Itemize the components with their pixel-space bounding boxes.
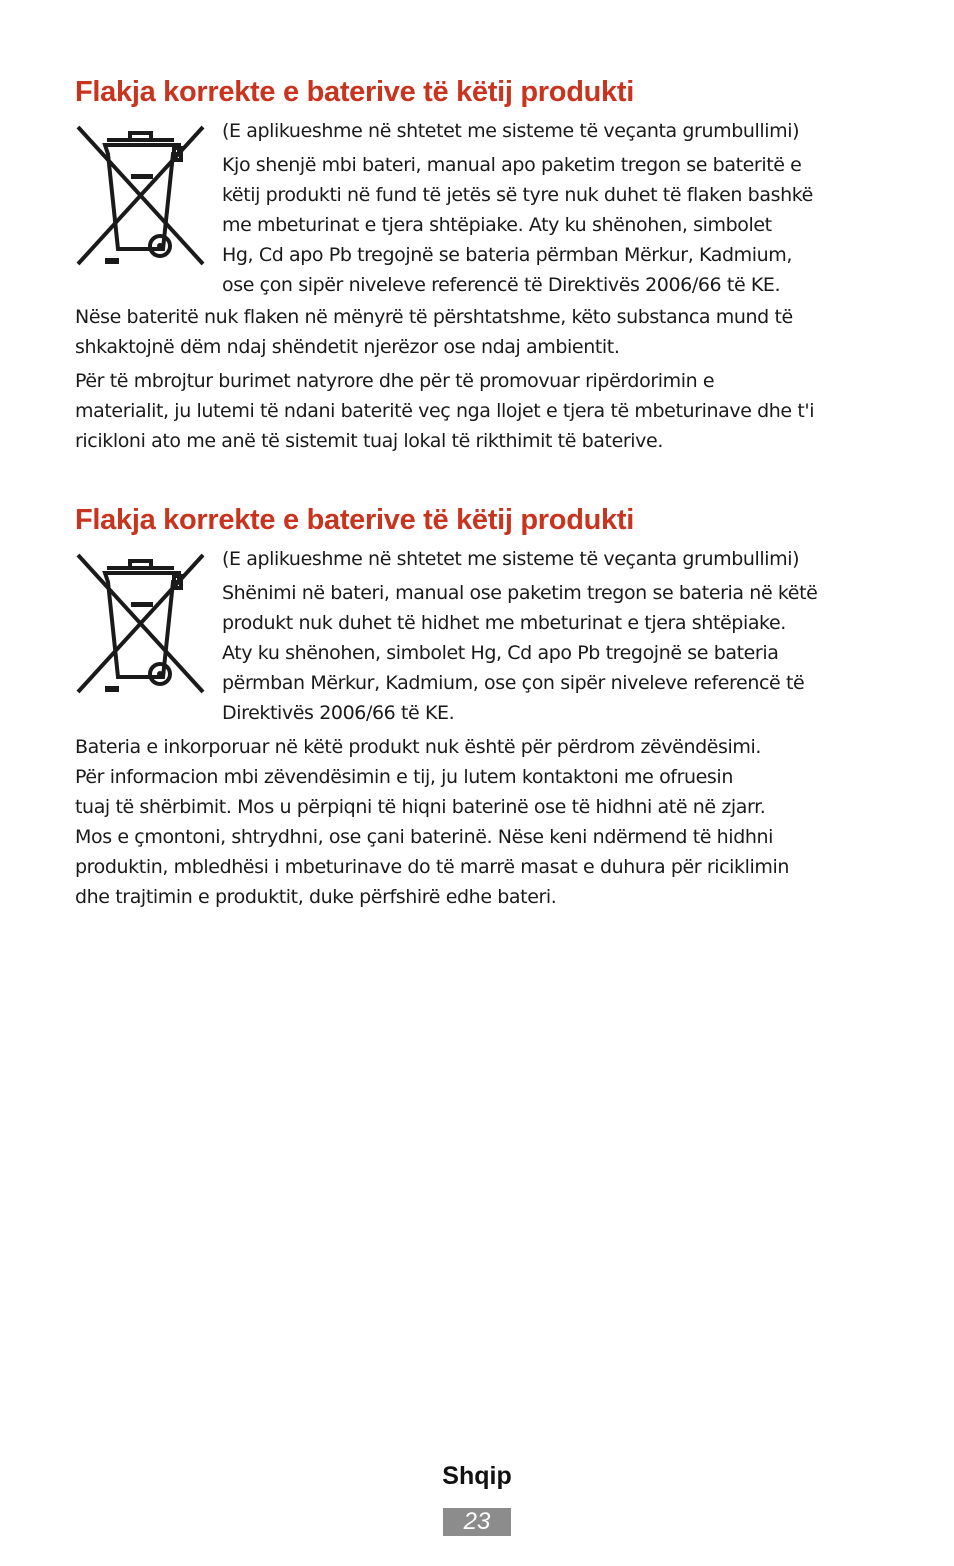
intro-line: Aty ku shënohen, simbolet Hg, Cd apo Pb tregojnë se bateria — [222, 642, 779, 664]
section-battery-disposal-2 — [75, 504, 895, 924]
body-line: Mos e çmontoni, shtrydhni, ose çani baterinë. Nëse keni ndërmend të hidhni — [75, 826, 774, 848]
body-line: Për të mbrojtur burimet natyrore dhe për të promovuar ripërdorimin e — [75, 370, 715, 392]
intro-line: (E aplikueshme në shtetet me sisteme të veçanta grumbullimi) — [222, 120, 800, 142]
section-title: Flakja korrekte e baterive të këtij produkti — [75, 76, 634, 108]
body-line: tuaj të shërbimit. Mos u përpiqni të hiqni baterinë ose të hidhni atë në zjarr. — [75, 796, 766, 818]
crossed-out-wheelie-bin-icon — [75, 552, 206, 695]
body-line: materialit, ju lutemi të ndani bateritë veç nga llojet e tjera të mbeturinave dhe t'i — [75, 400, 815, 422]
footer-language-label: Shqip — [442, 1462, 512, 1490]
intro-line: (E aplikueshme në shtetet me sisteme të veçanta grumbullimi) — [222, 548, 800, 570]
body-line: shkaktojnë dëm ndaj shëndetit njerëzor ose ndaj ambientit. — [75, 336, 620, 358]
page-number: 23 — [443, 1508, 511, 1536]
section-title: Flakja korrekte e baterive të këtij produkti — [75, 504, 634, 536]
intro-line: produkt nuk duhet të hidhet me mbeturinat e tjera shtëpiake. — [222, 612, 786, 634]
body-line: dhe trajtimin e produktit, duke përfshirë edhe bateri. — [75, 886, 557, 908]
intro-line: ose çon sipër niveleve referencë të Direktivës 2006/66 të KE. — [222, 274, 781, 296]
intro-line: Kjo shenjë mbi bateri, manual apo paketim tregon se bateritë e — [222, 154, 802, 176]
body-line: Për informacion mbi zëvendësimin e tij, ju lutem kontaktoni me ofruesin — [75, 766, 733, 788]
body-line: produktin, mbledhësi i mbeturinave do të marrë masat e duhura për riciklimin — [75, 856, 790, 878]
body-line: ricikloni ato me anë të sistemit tuaj lokal të rikthimit të baterive. — [75, 430, 663, 452]
section-battery-disposal-1 — [75, 76, 895, 476]
body-line: Bateria e inkorporuar në këtë produkt nuk është për përdrom zëvëndësimi. — [75, 736, 762, 758]
intro-line: Hg, Cd apo Pb tregojnë se bateria përmban Mërkur, Kadmium, — [222, 244, 793, 266]
intro-line: këtij produkti në fund të jetës së tyre nuk duhet të flaken bashkë — [222, 184, 813, 206]
intro-line: Direktivës 2006/66 të KE. — [222, 702, 455, 724]
intro-line: përmban Mërkur, Kadmium, ose çon sipër niveleve referencë të — [222, 672, 805, 694]
intro-line: Shënimi në bateri, manual ose paketim tregon se bateria në këtë — [222, 582, 818, 604]
body-line: Nëse bateritë nuk flaken në mënyrë të përshtatshme, këto substanca mund të — [75, 306, 793, 328]
crossed-out-wheelie-bin-icon — [75, 124, 206, 267]
intro-line: me mbeturinat e tjera shtëpiake. Aty ku shënohen, simbolet — [222, 214, 772, 236]
